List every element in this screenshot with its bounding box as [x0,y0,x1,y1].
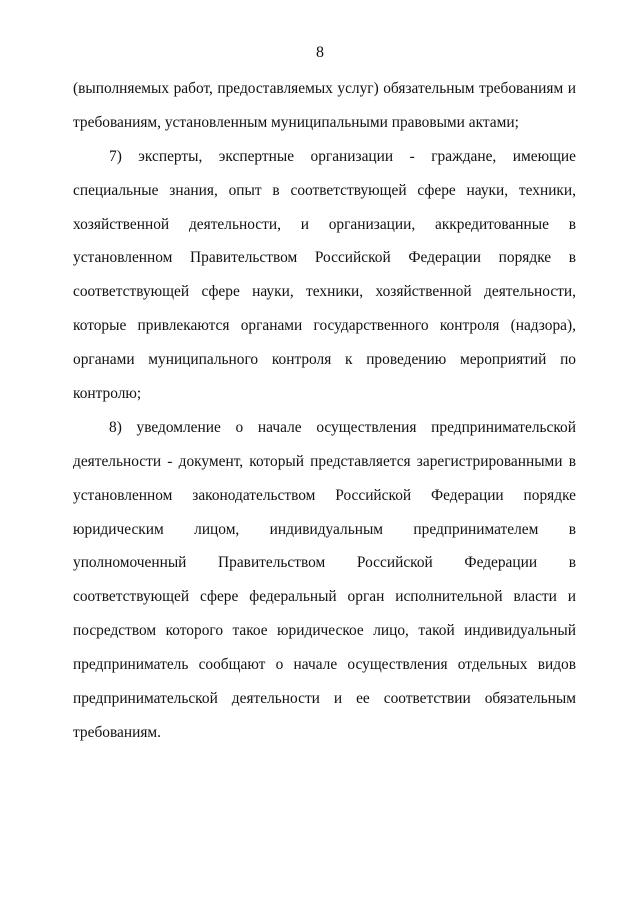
page-number: 8 [316,44,324,61]
text-line: соответствующей сфере науки, техники, хозяйственной деятельности, [73,283,576,301]
text-line: соответствующей сфере федеральный орган исполнительной власти и [73,588,576,606]
text-line: (выполняемых работ, предоставляемых услуг) обязательным требованиям и [73,80,576,97]
text-line: деятельности - документ, который представляется зарегистрированными в [73,452,576,470]
text-line: посредством которого такое юридическое лицо, такой индивидуальный [73,622,576,640]
document-body [73,72,576,750]
text-line: требованиям, установленным муниципальными правовыми актами; [73,113,519,131]
text-line: требованиям. [73,723,162,741]
text-line: которые привлекаются органами государственного контроля (надзора), [73,317,576,335]
text-line: органами муниципального контроля к проведению мероприятий по [73,351,576,369]
text-line: установленном Правительством Российской Федерации порядке в [73,249,576,267]
text-line: 8) уведомление о начале осуществления предпринимательской [109,418,576,436]
text-line: юридическим лицом, индивидуальным предпринимателем в [73,520,576,538]
text-line: установленном законодательством Российской Федерации порядке [73,486,576,504]
text-line: предпринимательской деятельности и ее соответствии обязательным [73,690,576,708]
text-line: хозяйственной деятельности, и организации, аккредитованные в [73,215,576,233]
text-line: предприниматель сообщают о начале осуществления отдельных видов [73,656,576,674]
text-line: 7) эксперты, экспертные организации - граждане, имеющие [109,147,576,165]
text-line: специальные знания, опыт в соответствующей сфере науки, техники, [73,181,576,199]
text-line: контролю; [73,385,142,403]
text-line: уполномоченный Правительством Российской Федерации в [73,554,576,572]
